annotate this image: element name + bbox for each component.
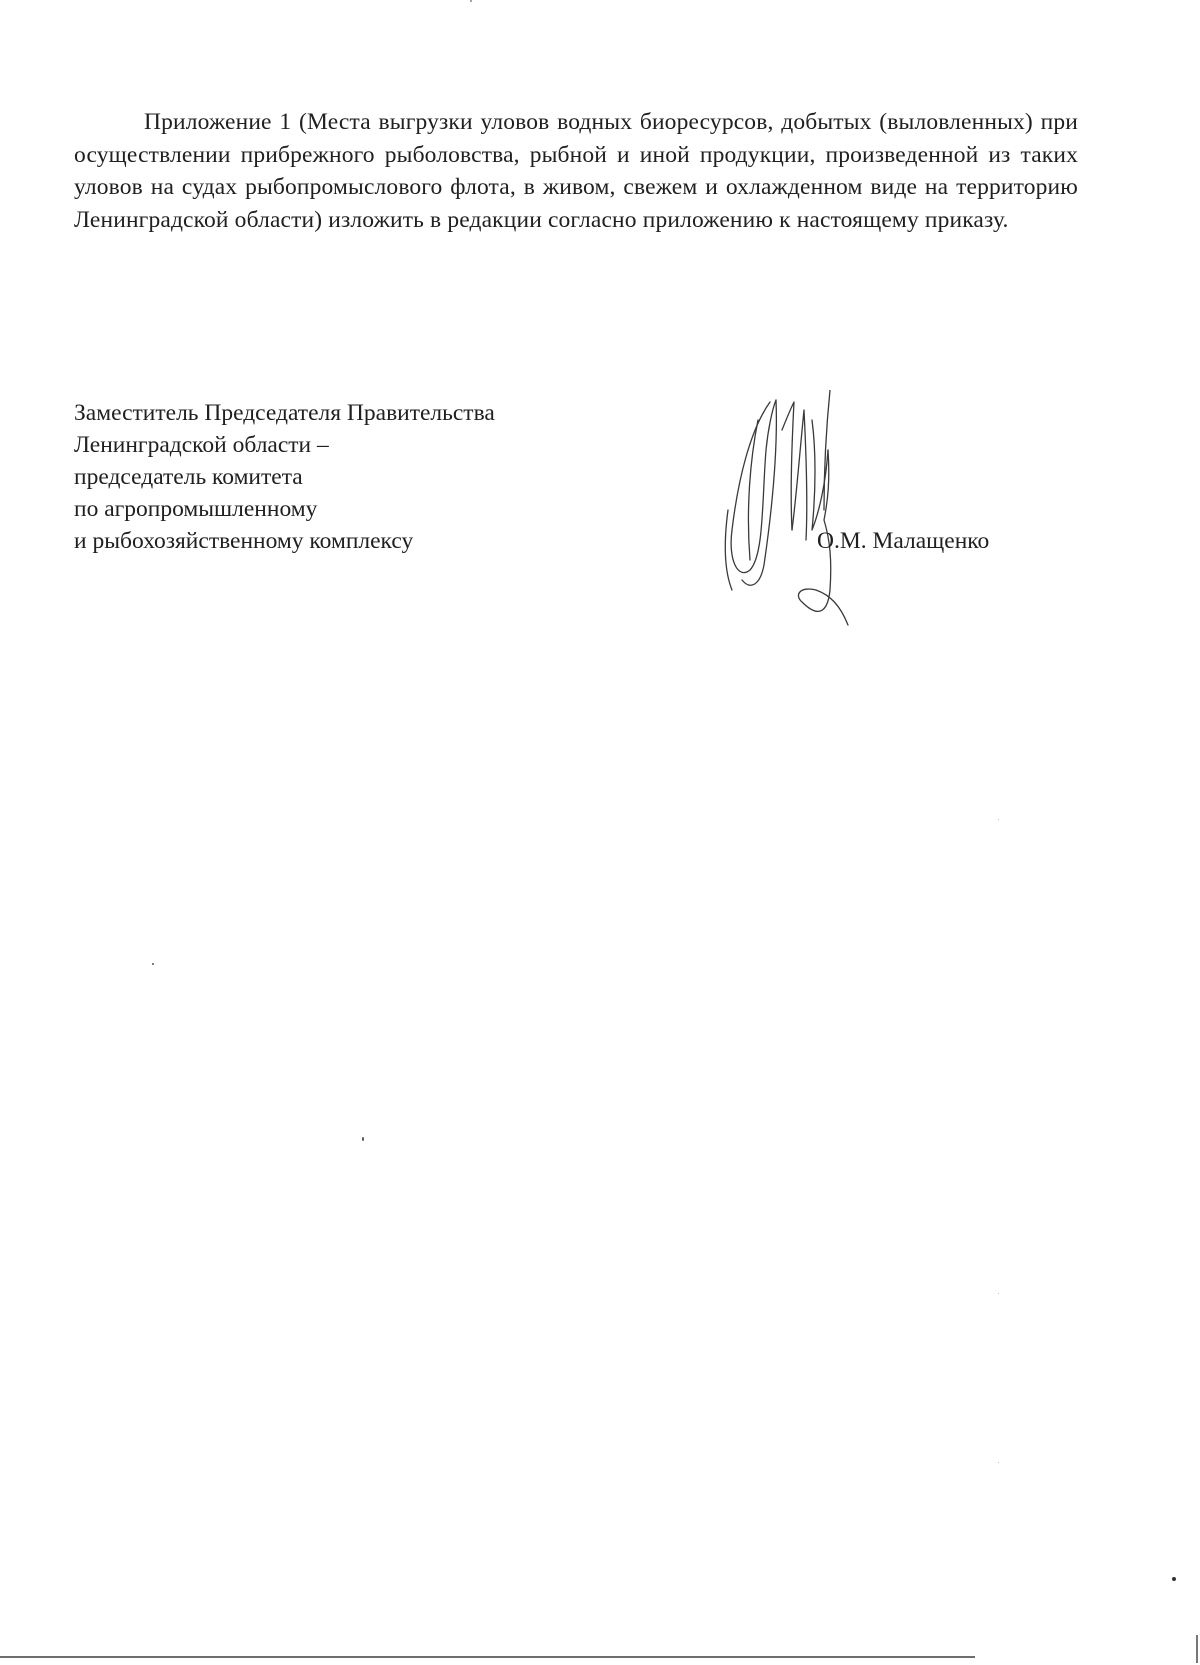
position-line: председатель комитета <box>74 464 303 490</box>
position-line: Заместитель Председателя Правительства <box>74 400 495 426</box>
scan-speck <box>362 1137 364 1141</box>
signatory-position <box>74 397 634 557</box>
scan-speck <box>470 0 472 2</box>
scan-speck <box>152 963 154 965</box>
scan-speck <box>1172 1577 1176 1581</box>
scan-speck <box>998 1293 999 1294</box>
scan-speck <box>998 819 999 820</box>
handwritten-signature <box>720 390 890 640</box>
body-paragraph: Приложение 1 (Места выгрузки уловов водных биоресурсов, добытых (выловленных) при осуществлении прибрежного рыболовства, рыбной и иной продукции, произведенной из таких уловов на судах рыбопромыслового флота, в живом, свежем и охлажденном виде на территорию Ленинградской области) изложить в редакции согласно приложению к настоящему приказу. <box>74 109 1078 233</box>
page-bottom-edge <box>0 1656 975 1658</box>
scan-speck <box>998 1462 999 1463</box>
position-line: по агропромышленному <box>74 496 318 522</box>
position-line: и рыбохозяйственному комплексу <box>74 528 414 554</box>
position-line: Ленинградской области – <box>74 432 329 458</box>
signer-name: О.М. Малащенко <box>817 528 990 554</box>
page-right-edge <box>1196 1635 1198 1663</box>
